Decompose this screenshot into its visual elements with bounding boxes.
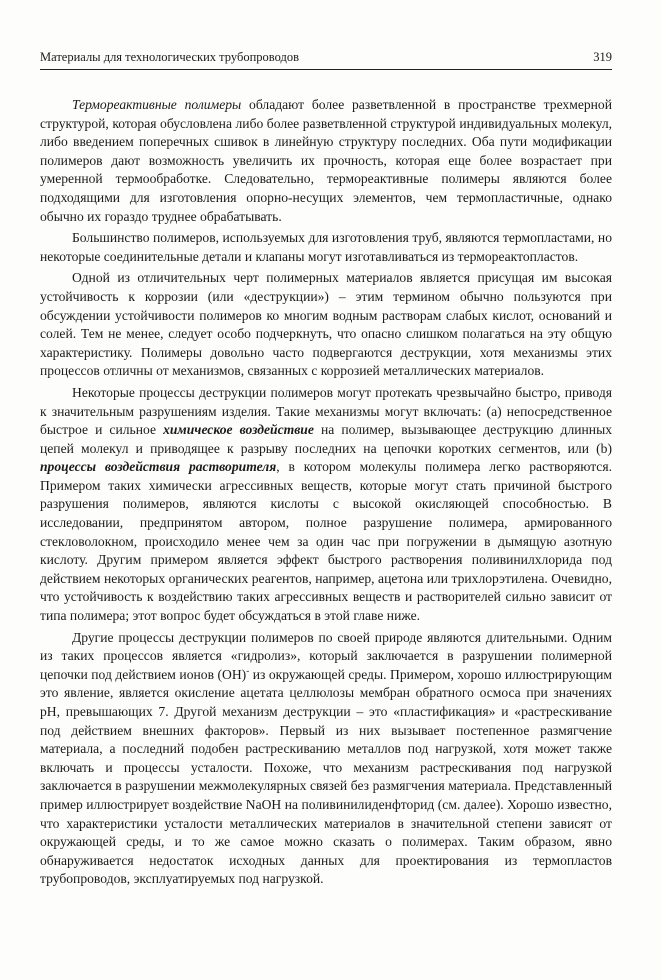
paragraph-long-term-degradation — [40, 629, 612, 889]
body-text — [40, 96, 612, 889]
paragraph-fast-degradation — [40, 384, 612, 626]
running-header — [40, 50, 612, 68]
page-number: 319 — [593, 50, 612, 64]
paragraph-thermosets — [40, 96, 612, 226]
paragraph-text: , в котором молекулы полимера легко растворяются. Примером таких химически агрессивных веществ, которые могут стать причиной быстрого разрушения полимеров, являются кислоты с высокой окисляющей способностью. В исследовании, предпринятом автором, полное разрушение полимера, армированного стекловолокном, происходило менее чем за один час при погружении в дымящую азотную кислоту. Другим примером является эффект быстрого растворения поливинилхлорида под действием некоторых органических реагентов, например, ацетона или трихлорэтилена. Очевидно, что устойчивость к воздействию таких агрессивных веществ и растворителей сильно зависит от типа полимера; этот вопрос будет обсуждаться в этой главе ниже. — [40, 459, 612, 624]
superscript-minus: - — [246, 665, 250, 676]
paragraph-corrosion: Одной из отличительных черт полимерных материалов является присущая им высокая устойчивость к коррозии (или «деструкции») – этим термином обычно пользуются при обсуждении устойчивости полимеров ко многим водным растворам слабых кислот, оснований и солей. Тем не менее, следует особо подчеркнуть, что опасно слишком полагаться на эту общую характеристику. Полимеры довольно часто подвергаются деструкции, хотя механизмы этих процессов отличны от механизмов, связанных с коррозией металлических материалов. — [40, 270, 612, 379]
term-solvent-action: процессы воздействия растворителя — [40, 459, 277, 475]
paragraph-text: Некоторые процессы деструкции полимеров могут протекать чрезвычайно быстро, приводя к значительным разрушениям изделия. Такие механизмы могут включать: (a) непосредственное быстрое и сильное — [40, 384, 612, 438]
paragraph-pipes: Большинство полимеров, используемых для изготовления труб, являются термопластами, но некоторые соединительные детали и клапаны могут изготавливаться из термореактопластов. — [40, 230, 612, 264]
running-title: Материалы для технологических трубопроводов — [40, 50, 299, 64]
paragraph-text: из окружающей среды. Примером, хорошо иллюстрирующим это явление, является окисление ацетата целлюлозы мембран обратного осмоса при значениях pH, превышающих 7. Другой механизм деструкции – это «пластификация» и «растрескивание под действием внешних факторов». Первый из них вызывает постепенное размягчение материала, а последний подобен растрескиванию металлов под нагрузкой, хотя может также включать и процессы усталости. Похоже, что механизм растрескивания под нагрузкой заключается в разрушении межмолекулярных связей без размягчения материала. Представленный пример иллюстрирует воздействие NaOH на поливинилиденфторид (см. далее). Хорошо известно, что характеристики усталости металлических материалов в значительной степени зависят от окружающей среды, и то же самое можно сказать о полимерах. Таким образом, явно обнаруживается недостаток исходных данных для проектирования из термопластов трубопроводов, эксплуатируемых под нагрузкой. — [40, 666, 612, 887]
paragraph-text: обладают более разветвленной в пространстве трехмерной структурой, которая обусловлена либо более разветвленной структурой индивидуальных молекул, либо введением поперечных сшивок в линейную структуру последних. Оба пути модификации полимеров дают возможность увеличить их прочность, которая еще более возрастает при умеренной термообработке. Следовательно, термореактивные полимеры являются более подходящими для изготовления опорно-несущих элементов, чем термопластичные, однако обычно их гораздо труднее обрабатывать. — [40, 97, 613, 224]
header-rule — [40, 69, 612, 70]
paragraph-text: на полимер, вызывающее деструкцию длинных цепей молекул и приводящее к разрыву последних на цепочки коротких сегментов, или (b) — [40, 422, 612, 456]
term-chemical-action: химическое воздействие — [163, 422, 314, 438]
term-thermosets: Термореактивные полимеры — [72, 97, 242, 112]
paragraph-text: Другие процессы деструкции полимеров по своей природе являются длительными. Одним из таких процессов является «гидролиз», который заключается в разрушении полимерной цепочки под действием ионов (OH) — [40, 629, 612, 682]
